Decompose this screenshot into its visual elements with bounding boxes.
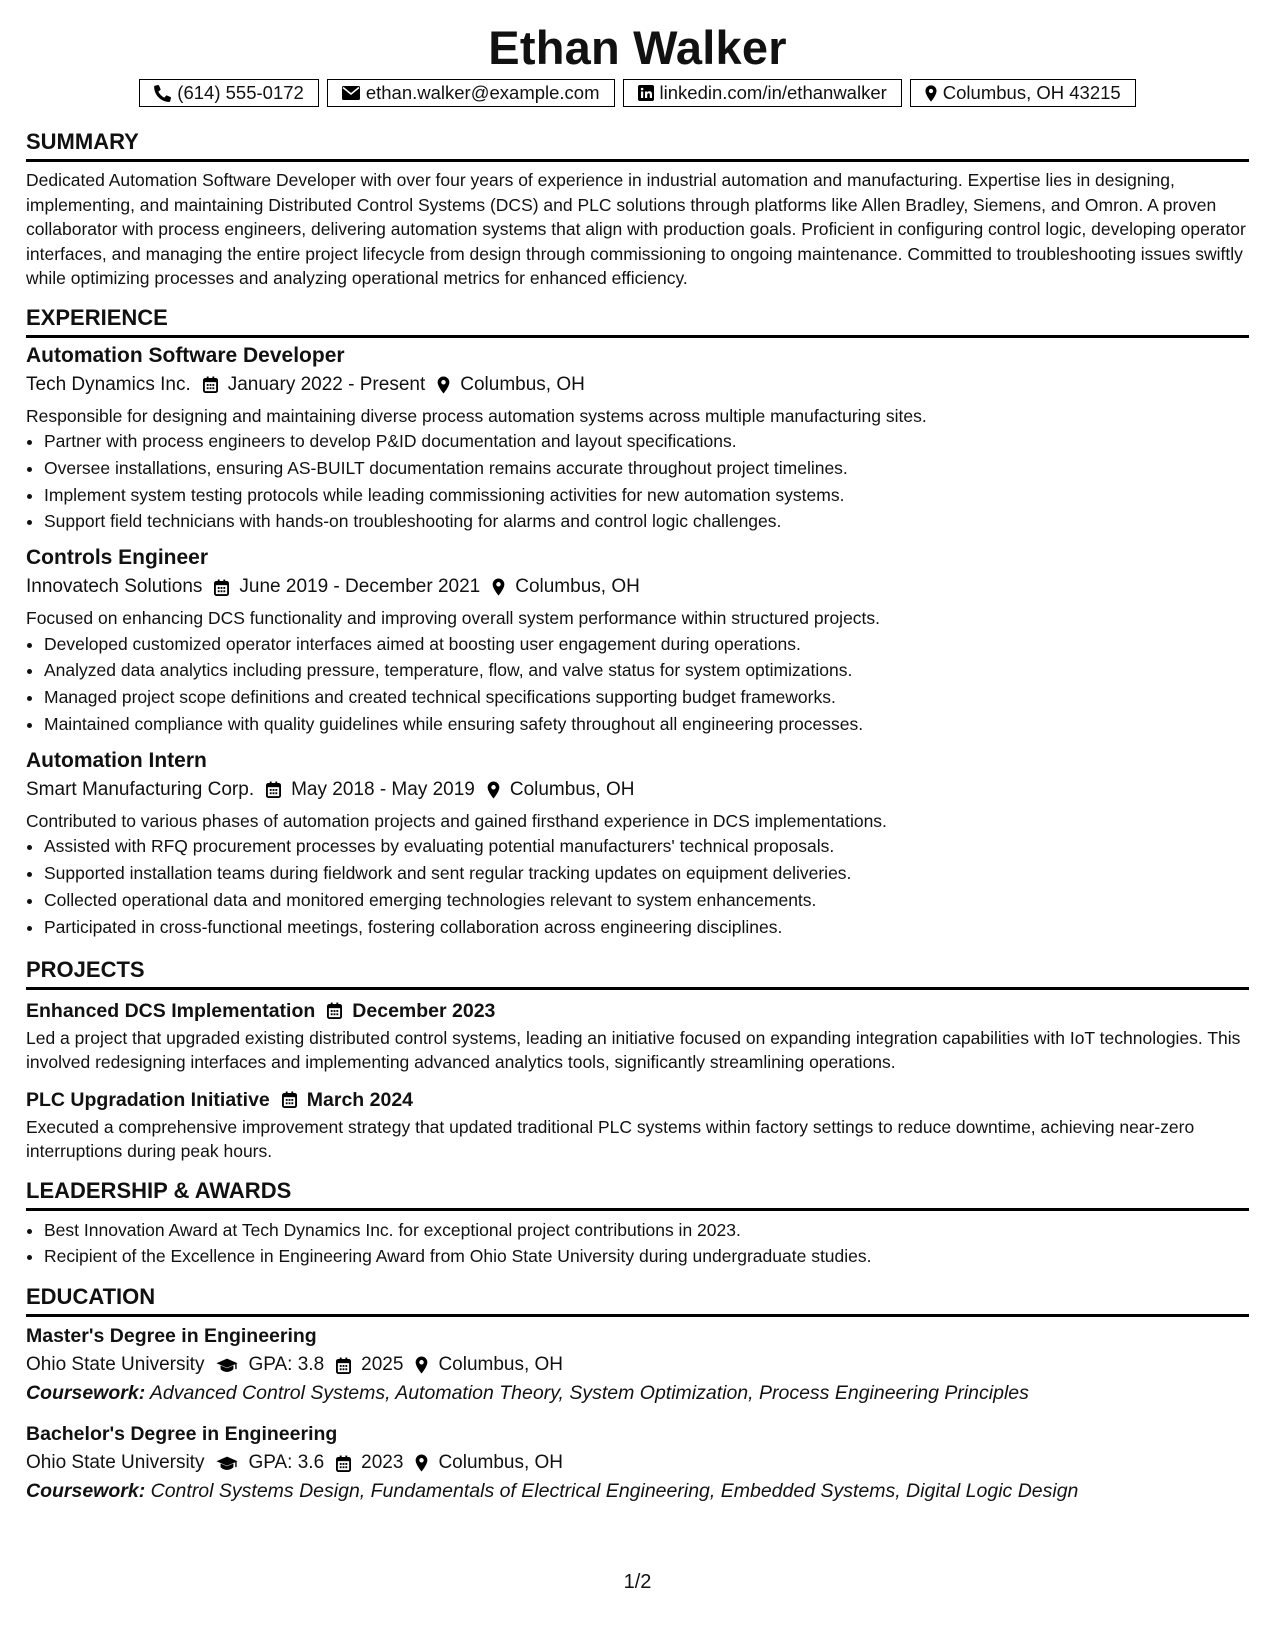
map-pin-icon bbox=[415, 1356, 428, 1374]
school-name: Ohio State University bbox=[26, 1452, 205, 1474]
gpa: GPA: 3.6 bbox=[248, 1452, 325, 1474]
graduation-year: 2023 bbox=[361, 1452, 404, 1474]
job-title: Automation Intern bbox=[26, 748, 207, 772]
job-meta bbox=[26, 371, 1249, 399]
awards-list bbox=[26, 1217, 1249, 1271]
job-summary: Focused on enhancing DCS functionality and improving overall system performance within structured projects. bbox=[26, 608, 881, 629]
education-meta bbox=[26, 1351, 1249, 1379]
list-item: • Participated in cross-functional meetings, fostering collaboration across engineering disciplines. bbox=[44, 914, 1249, 941]
calendar-icon bbox=[214, 579, 229, 596]
contact-phone[interactable] bbox=[139, 79, 319, 107]
project-date: December 2023 bbox=[352, 999, 496, 1022]
job-title: Automation Software Developer bbox=[26, 343, 345, 367]
linkedin-icon bbox=[638, 85, 654, 101]
degree-title: Master's Degree in Engineering bbox=[26, 1325, 317, 1348]
map-pin-icon bbox=[492, 578, 505, 596]
education-meta bbox=[26, 1449, 1249, 1477]
job-dates: June 2019 - December 2021 bbox=[239, 576, 481, 598]
project-name: Enhanced DCS Implementation bbox=[26, 999, 316, 1022]
calendar-icon bbox=[336, 1357, 351, 1374]
calendar-icon bbox=[282, 1091, 297, 1108]
list-item: • Managed project scope definitions and created technical specifications supporting budget frameworks. bbox=[44, 684, 1249, 711]
coursework bbox=[26, 1477, 1249, 1505]
company-name: Innovatech Solutions bbox=[26, 576, 203, 598]
job-meta bbox=[26, 776, 1249, 804]
calendar-icon bbox=[336, 1455, 351, 1472]
gpa: GPA: 3.8 bbox=[248, 1354, 325, 1376]
contact-location[interactable] bbox=[910, 79, 1136, 107]
map-pin-icon bbox=[415, 1454, 428, 1472]
contact-bar bbox=[26, 79, 1249, 107]
candidate-name: Ethan Walker bbox=[488, 21, 787, 74]
list-item: • Implement system testing protocols while leading commissioning activities for new automation systems. bbox=[44, 482, 1249, 509]
job-title: Controls Engineer bbox=[26, 546, 209, 570]
summary-heading: SUMMARY bbox=[26, 129, 1249, 162]
job-meta bbox=[26, 573, 1249, 601]
list-item: • Developed customized operator interfaces aimed at boosting user engagement during operations. bbox=[44, 631, 1249, 658]
list-item: • Supported installation teams during fieldwork and sent regular tracking updates on equipment deliveries. bbox=[44, 860, 1249, 887]
job-entry bbox=[26, 545, 1249, 738]
envelope-icon bbox=[342, 86, 360, 100]
school-name: Ohio State University bbox=[26, 1354, 205, 1376]
location-text: Columbus, OH 43215 bbox=[942, 82, 1121, 103]
list-item: • Collected operational data and monitored emerging technologies relevant to system enhancements. bbox=[44, 887, 1249, 914]
job-entry bbox=[26, 343, 1249, 536]
coursework-list: Advanced Control Systems, Automation Theory, System Optimization, Process Engineering Principles bbox=[149, 1382, 1029, 1405]
calendar-icon bbox=[327, 1002, 342, 1019]
coursework bbox=[26, 1379, 1249, 1407]
linkedin-url: linkedin.com/in/ethanwalker bbox=[659, 82, 887, 103]
education-entry bbox=[26, 1421, 1249, 1505]
list-item: • Recipient of the Excellence in Engineering Award from Ohio State University during undergraduate studies. bbox=[44, 1243, 1249, 1270]
page-number: 1/2 bbox=[623, 1571, 652, 1593]
company-name: Tech Dynamics Inc. bbox=[26, 373, 191, 395]
contact-linkedin[interactable] bbox=[623, 79, 902, 107]
summary-text: Dedicated Automation Software Developer with over four years of experience in industrial automation and manufacturing. Expertise lies in designing, implementing, and maintaining Distributed Control Systems (DCS) and PLC solutions through platforms like Allen Bradley, Siemens, and Omron. A proven collaborator with process engineers, delivering automation systems that align with production goals. Proficient in configuring control logic, developing operator interfaces, and managing the entire project lifecycle from design through commissioning to ongoing maintenance. Committed to troubleshooting issues swiftly while optimizing processes and analyzing operational metrics for enhanced efficiency. bbox=[26, 170, 1246, 288]
project-name: PLC Upgradation Initiative bbox=[26, 1088, 270, 1111]
school-location: Columbus, OH bbox=[438, 1452, 564, 1474]
project-date: March 2024 bbox=[306, 1088, 414, 1111]
job-summary: Contributed to various phases of automation projects and gained firsthand experience in DCS implementations. bbox=[26, 810, 887, 831]
job-location: Columbus, OH bbox=[515, 576, 640, 598]
education-entry bbox=[26, 1323, 1249, 1407]
project-header bbox=[26, 998, 1249, 1024]
list-item: • Best Innovation Award at Tech Dynamics Inc. for exceptional project contributions in 2023. bbox=[44, 1217, 1249, 1244]
list-item: • Oversee installations, ensuring AS-BUILT documentation remains accurate throughout project timelines. bbox=[44, 455, 1249, 482]
contact-email[interactable] bbox=[327, 79, 615, 107]
job-entry bbox=[26, 748, 1249, 941]
education-heading: EDUCATION bbox=[26, 1284, 1249, 1317]
job-bullets bbox=[26, 631, 1249, 738]
graduation-year: 2025 bbox=[361, 1354, 404, 1376]
job-dates: January 2022 - Present bbox=[227, 373, 426, 395]
phone-number: (614) 555-0172 bbox=[177, 82, 304, 103]
project-description: Led a project that upgraded existing distributed control systems, leading an initiative focused on expanding integration capabilities with IoT technologies. This involved redesigning interfaces and implementing advanced analytics tools, significantly streamlining operations. bbox=[26, 1027, 1241, 1073]
project-entry bbox=[26, 998, 1249, 1075]
projects-heading: PROJECTS bbox=[26, 957, 1249, 990]
graduation-cap-icon bbox=[216, 1456, 238, 1471]
job-summary: Responsible for designing and maintaining diverse process automation systems across multiple manufacturing sites. bbox=[26, 405, 927, 426]
map-pin-icon bbox=[925, 85, 937, 102]
job-location: Columbus, OH bbox=[509, 778, 635, 800]
experience-heading: EXPERIENCE bbox=[26, 305, 1249, 338]
map-pin-icon bbox=[487, 781, 500, 799]
resume-page bbox=[26, 20, 1249, 1505]
degree-title: Bachelor's Degree in Engineering bbox=[26, 1423, 338, 1446]
job-bullets bbox=[26, 428, 1249, 535]
list-item: • Assisted with RFQ procurement processes by evaluating potential manufacturers' technical proposals. bbox=[44, 833, 1249, 860]
coursework-label: Coursework: bbox=[26, 1480, 146, 1503]
job-location: Columbus, OH bbox=[460, 373, 585, 395]
phone-icon bbox=[154, 85, 171, 102]
project-description: Executed a comprehensive improvement strategy that updated traditional PLC systems within factory settings to reduce downtime, achieving near-zero interruptions during peak hours. bbox=[26, 1116, 1195, 1162]
graduation-cap-icon bbox=[216, 1358, 238, 1373]
map-pin-icon bbox=[437, 376, 450, 394]
list-item: • Partner with process engineers to develop P&ID documentation and layout specifications. bbox=[44, 428, 1249, 455]
calendar-icon bbox=[203, 376, 218, 393]
company-name: Smart Manufacturing Corp. bbox=[26, 778, 255, 800]
email-address: ethan.walker@example.com bbox=[365, 82, 600, 103]
list-item: • Analyzed data analytics including pressure, temperature, flow, and valve status for system optimizations. bbox=[44, 657, 1249, 684]
job-bullets bbox=[26, 833, 1249, 940]
list-item: • Maintained compliance with quality guidelines while ensuring safety throughout all engineering processes. bbox=[44, 711, 1249, 738]
project-entry bbox=[26, 1087, 1249, 1164]
leadership-heading: LEADERSHIP & AWARDS bbox=[26, 1178, 1249, 1211]
school-location: Columbus, OH bbox=[438, 1354, 564, 1376]
job-dates: May 2018 - May 2019 bbox=[291, 778, 475, 800]
calendar-icon bbox=[266, 781, 281, 798]
list-item: • Support field technicians with hands-on troubleshooting for alarms and control logic challenges. bbox=[44, 508, 1249, 535]
coursework-list: Control Systems Design, Fundamentals of Electrical Engineering, Embedded Systems, Digital Logic Design bbox=[150, 1480, 1079, 1503]
coursework-label: Coursework: bbox=[26, 1382, 146, 1405]
project-header bbox=[26, 1087, 1249, 1113]
